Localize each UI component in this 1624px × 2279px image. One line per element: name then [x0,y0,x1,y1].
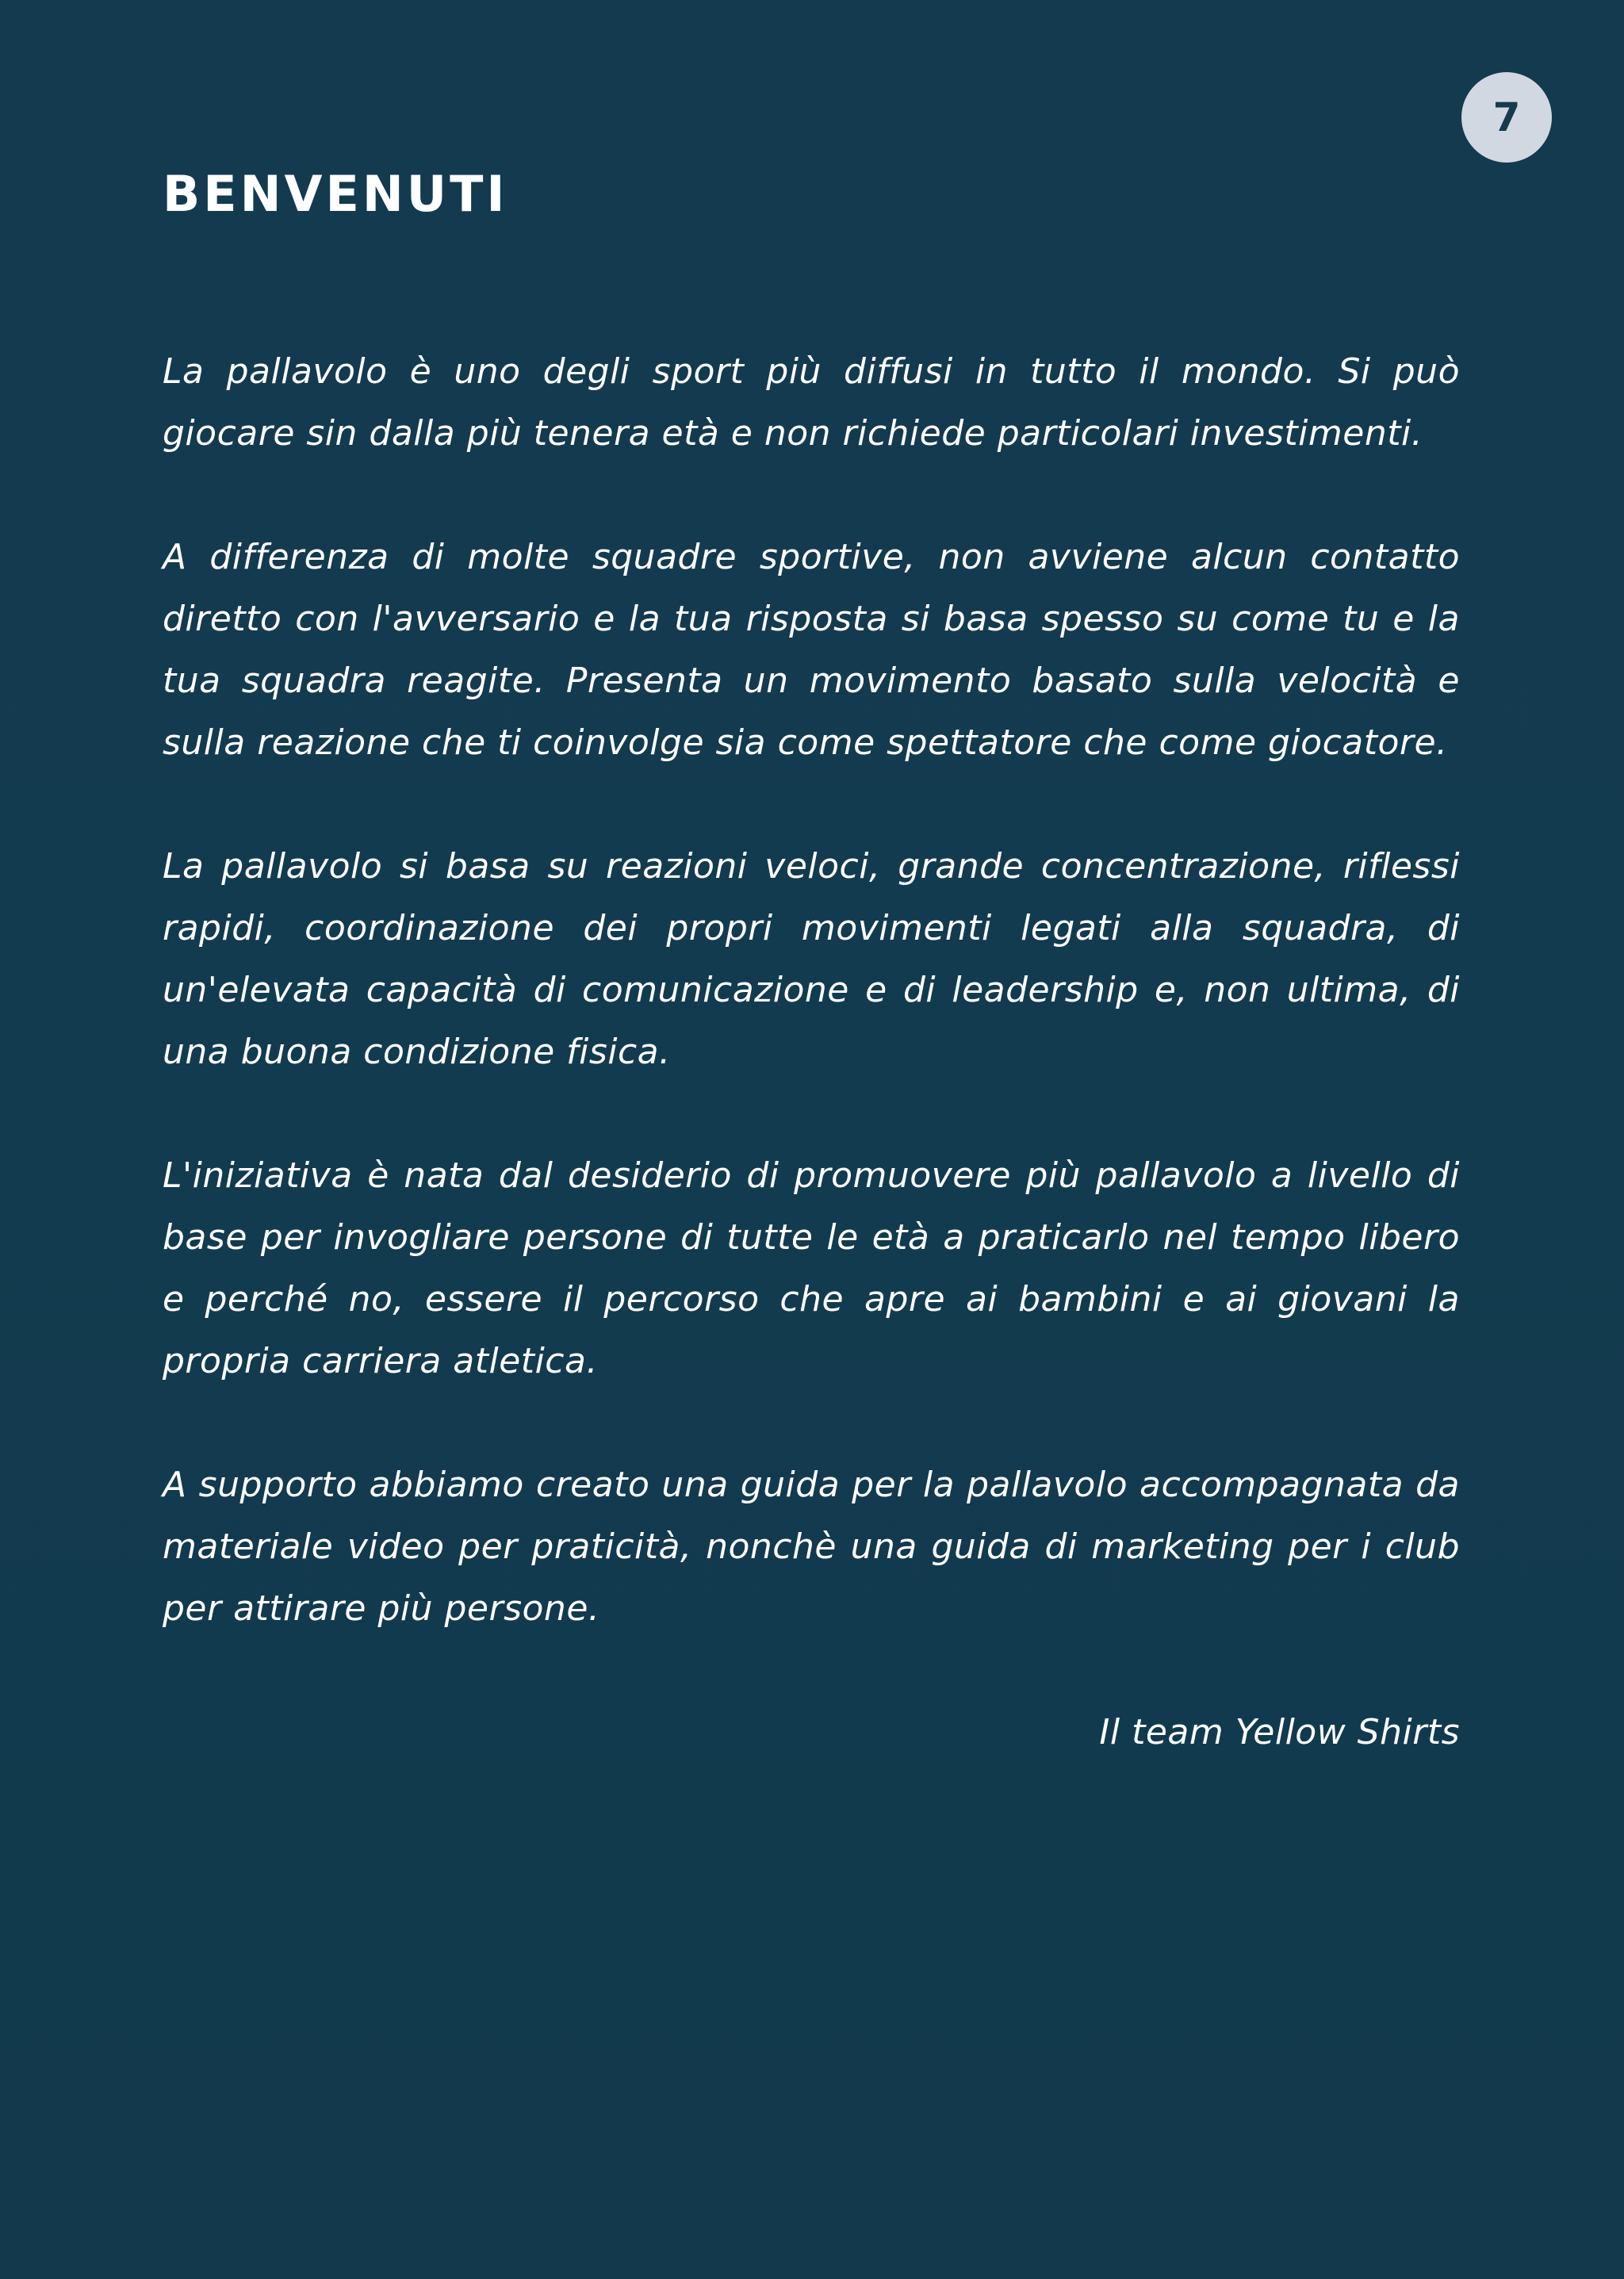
paragraph-support: A supporto abbiamo creato una guida per la pallavolo accompagnata da materiale video per praticità, nonchè una guida di marketing per i club per attirare più persone. [163,1465,1460,1629]
paragraph-skills: La pallavolo si basa su reazioni veloci, grande concentrazione, riflessi rapidi, coordinazione dei propri movimenti legati alla squadra, di un'elevata capacità di comunicazione e di leadership e, non ultima, di una buona condizione fisica. [163,846,1460,1072]
page-number-badge [1461,72,1552,163]
paragraph-intro: La pallavolo è uno degli sport più diffusi in tutto il mondo. Si può giocare sin dalla più tenera età e non richiede particolari investimenti. [163,351,1460,454]
signature: Il team Yellow Shirts [1099,1712,1460,1752]
paragraph-initiative: L'iniziativa è nata dal desiderio di promuovere più pallavolo a livello di base per invogliare persone di tutte le età a praticarlo nel tempo libero e perché no, essere il percorso che apre ai bambini e ai giovani la propria carriera atletica. [163,1155,1460,1381]
page-title: BENVENUTI [163,165,508,223]
page-number: 7 [1492,94,1521,140]
body-text [163,341,1460,1764]
paragraph-contact: A differenza di molte squadre sportive, non avviene alcun contatto diretto con l'avversario e la tua risposta si basa spesso su come tu e la tua squadra reagite. Presenta un movimento basato sulla velocità e sulla reazione che ti coinvolge sia come spettatore che come giocatore. [163,537,1460,763]
